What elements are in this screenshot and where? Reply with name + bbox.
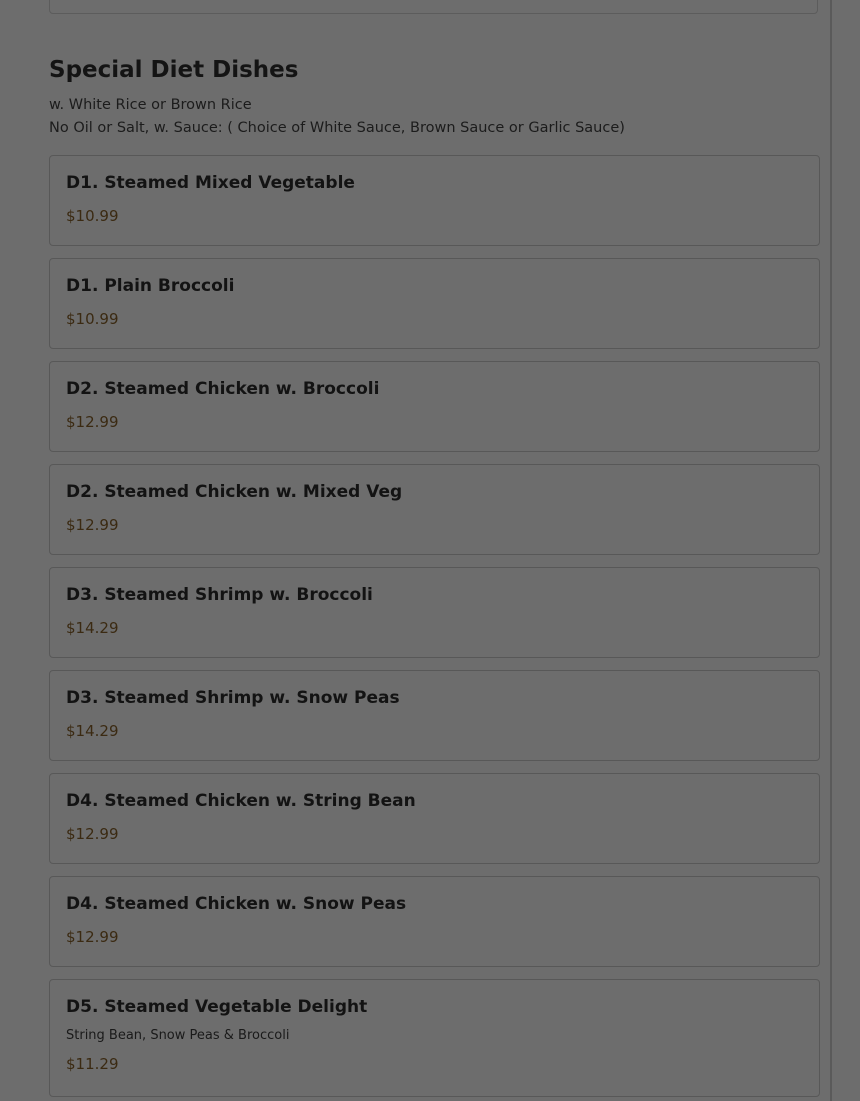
menu-item-price: $14.29 <box>66 722 119 740</box>
menu-item-name: D3. Steamed Shrimp w. Snow Peas <box>66 688 400 708</box>
menu-item-description: String Bean, Snow Peas & Broccoli <box>66 1028 290 1043</box>
menu-item-name: D1. Plain Broccoli <box>66 276 235 296</box>
menu-item-name: D2. Steamed Chicken w. Mixed Veg <box>66 482 403 502</box>
menu-item-card[interactable] <box>49 361 820 452</box>
menu-item-card[interactable] <box>49 773 820 864</box>
menu-item-name: D5. Steamed Vegetable Delight <box>66 997 368 1017</box>
menu-item-price: $10.99 <box>66 207 119 225</box>
menu-item-price: $10.99 <box>66 310 119 328</box>
menu-item-name: D1. Steamed Mixed Vegetable <box>66 173 355 193</box>
menu-item-name: D4. Steamed Chicken w. String Bean <box>66 791 416 811</box>
section-description <box>49 94 820 140</box>
menu-section-header <box>49 54 820 140</box>
previous-menu-item-card[interactable] <box>49 0 818 14</box>
menu-item-name: D3. Steamed Shrimp w. Broccoli <box>66 585 373 605</box>
menu-item-card[interactable] <box>49 876 820 967</box>
menu-item-name: D2. Steamed Chicken w. Broccoli <box>66 379 380 399</box>
menu-item-card[interactable] <box>49 670 820 761</box>
menu-item-price: $12.99 <box>66 825 119 843</box>
section-description-line: No Oil or Salt, w. Sauce: ( Choice of White Sauce, Brown Sauce or Garlic Sauce) <box>49 120 625 136</box>
menu-item-list <box>49 155 820 1101</box>
menu-item-price: $14.29 <box>66 619 119 637</box>
menu-item-name: D4. Steamed Chicken w. Snow Peas <box>66 894 407 914</box>
menu-item-card[interactable] <box>49 464 820 555</box>
menu-item-price: $11.29 <box>66 1055 119 1073</box>
menu-item-card[interactable] <box>49 979 820 1097</box>
menu-item-price: $12.99 <box>66 413 119 431</box>
section-title: Special Diet Dishes <box>49 57 299 83</box>
menu-item-price: $12.99 <box>66 516 119 534</box>
menu-item-card[interactable] <box>49 258 820 349</box>
section-description-line: w. White Rice or Brown Rice <box>49 97 252 113</box>
menu-item-card[interactable] <box>49 567 820 658</box>
scroll-rail <box>830 0 832 1101</box>
menu-item-price: $12.99 <box>66 928 119 946</box>
menu-item-card[interactable] <box>49 155 820 246</box>
